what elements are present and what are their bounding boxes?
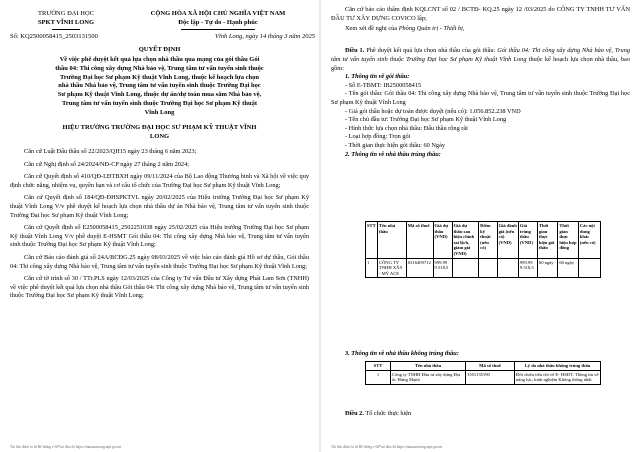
basis-paragraph: Căn cứ tờ trình số 30 / TTr.PLS ngày 12/03/2025 của Công ty Tư vấn Đầu tư Xây dựng Phát Lam Sơn (TNHH) về việc phê duyệt kết quả lựa chọn nhà thầu Gói thầu 04: Thi công xây dựng Nhà bảo vệ, Trung tâm tư vấn tuyển sinh thuộc Trường Đại học Sư phạm Kỹ thuật Vĩnh Long; (10, 275, 309, 300)
table-header-cell: Giá trúng thầu (VND) (518, 222, 537, 259)
table-cell: 1501135190 (466, 370, 515, 384)
table-header-cell: Thời gian thực hiện gói thầu (537, 222, 557, 259)
table-header-row (366, 362, 601, 371)
losing-bidder-table (365, 361, 601, 385)
authority-line: HIỆU TRƯỞNG TRƯỜNG ĐẠI HỌC SƯ PHẠM KỸ THUẬT VĨNH (62, 124, 257, 131)
org-line-2: SPKT VĨNH LONG (37, 18, 95, 26)
org-line-1: TRƯỜNG ĐẠI HỌC (38, 10, 94, 17)
request-line (331, 25, 630, 34)
subject-line: thầu 04: Thi công xây dựng Nhà bảo vệ, Trung tâm tư vấn tuyển sinh thuộc (55, 64, 264, 72)
basis-paragraph: Căn cứ Quyết định số 410/QĐ-LĐTBXH ngày 09/11/2024 của Bộ Lao động Thương binh và Xã hội về việc quy định chức năng, nhiệm vụ, quyền hạn và cơ cấu tổ chức của Trường Đại học Sư phạm Kỹ thuật Vĩnh Long; (10, 173, 309, 189)
article-2-label: Điều 2. (345, 410, 364, 417)
section-2-heading: 2. Thông tin về nhà thầu trúng thầu: (345, 150, 441, 158)
info-line: - Thời gian thực hiện gói thầu: 60 Ngày (345, 141, 446, 149)
motto-underline (181, 29, 255, 30)
article-1-text: Phê duyệt kết quả lựa chọn nhà thầu của gói thầu: (364, 47, 498, 55)
table-cell: Công ty TNHH Đầu tư xây dựng Địa ốc Hưng Mạnh (391, 370, 466, 384)
decision-subject (10, 56, 309, 118)
authority-line: LONG (149, 132, 170, 140)
nation-line-2: Độc lập - Tự do - Hạnh phúc (178, 18, 258, 26)
article-2 (345, 410, 625, 419)
table-cell: CÔNG TY TNHH XÂY - MỸ ACE (377, 258, 406, 278)
page-footer: Tài liệu được in từ Hệ thống e-GP tại địa chỉ https://muasamcong.mpi.gov.vn (10, 445, 122, 449)
table-header-cell: Giá dự thầu (VND) (433, 222, 452, 259)
table-header-cell: Mã số thuế (466, 362, 515, 371)
table-cell: 1 (366, 258, 378, 278)
article-1 (331, 47, 630, 73)
table-cell (578, 258, 600, 278)
table-header-cell: Mã số thuế (406, 222, 433, 259)
request-prefix: Xem xét đề nghị của (345, 25, 399, 33)
subject-line: Trường Đại học Sư phạm Kỹ thuật Vĩnh Long, thuộc kế hoạch lựa chọn (60, 73, 259, 81)
page-footer: Tài liệu được in từ Hệ thống e-GP tại địa chỉ https://muasamcong.mpi.gov.vn (331, 445, 443, 449)
table-cell: 999.999.518,5 (433, 258, 452, 278)
document-page-2 (321, 0, 640, 452)
table-header-cell: Điểm kỹ thuật (nếu có) (479, 222, 497, 259)
table-cell: 60 ngày (558, 258, 579, 278)
table-cell: Đối chiếu tiêu chí về E- HSDT: Thông tin về năng lực, kinh nghiệm Không thông nhất (515, 370, 601, 384)
table-header-cell: Thời gian thực hiện hợp đồng (558, 222, 579, 259)
basis-paragraph: Căn cứ Nghị định số 24/2024/NĐ-CP ngày 27 tháng 2 năm 2024; (24, 160, 189, 168)
table-cell: 999.999.518,5 (518, 258, 537, 278)
subject-line: Trung tâm tư vấn tuyển sinh thuộc Trường Đại học Sư phạm Kỹ thuật (62, 99, 257, 107)
info-line: - Tên chủ đầu tư: Trường Đại học Sư phạm Kỹ thuật Vĩnh Long (345, 116, 507, 124)
table-header-cell: Lý do nhà thầu không trúng thầu (515, 362, 601, 371)
table-header-cell: Giá đánh giá (nếu có) (VND) (497, 222, 518, 259)
org-underline (52, 29, 80, 30)
decides-heading (331, 36, 630, 45)
table-row (366, 370, 601, 384)
place-date: Vĩnh Long, ngày 14 tháng 3 năm 2025 (214, 33, 315, 40)
table-header-cell: STT (366, 362, 391, 371)
basis-paragraph: Căn cứ Quyết định số E2500058415_2502251038 ngày 25/02/2025 của Hiệu trưởng Trường Đại học Sư phạm Kỹ thuật Vĩnh Long V/v phê duyệt E-HSMT Gói thầu 04: Thi công xây dựng Nhà bảo vệ, Trung tâm tư vấn tuyển sinh thuộc Trường Đại học Sư phạm Kỹ thuật Vĩnh Long; (10, 224, 309, 249)
article-2-text: Tổ chức thực hiện (363, 410, 412, 417)
table-cell (479, 258, 497, 278)
request-department: Phòng Quản trị - Thiết bị, (398, 25, 465, 33)
subject-line: Về việc phê duyệt kết quả lựa chọn nhà thầu qua mạng của gói thầu Gói (59, 56, 260, 63)
table-row (366, 258, 601, 278)
subject-line: Vĩnh Long (144, 108, 175, 116)
article-1-tail: thuộc kế hoạch lựa chọn nhà thầu, bao gồm: (331, 55, 630, 72)
basis-paragraph: Căn cứ Báo cáo đánh giá số 24A/BCĐG.25 ngày 08/03/2025 về việc báo cáo đánh giá Hồ sơ dự thầu, Gói thầu 04: Thi công xây dựng Nhà bảo vệ, Trung tâm tư vấn tuyển sinh thuộc Trường Đại học Sư phạm Kỹ thuật Vĩnh Long; (10, 253, 309, 270)
article-1-package: Gói thầu 04: Thi công xây dựng Nhà bảo vệ, Trung tâm tư vấn tuyển sinh thuộc Trường Đại học Sư phạm Kỹ thuật Vĩnh Long (331, 47, 630, 63)
info-line: - Giá gói thầu hoặc dự toán được duyệt (nếu có): 1.056.852.238 VND (345, 107, 521, 115)
authority-heading (12, 124, 307, 142)
table-header-cell: STT (366, 222, 378, 259)
info-line: - Loại hợp đồng: Trọn gói (345, 133, 411, 141)
info-line: - Hình thức lựa chọn nhà thầu: Đấu thầu rộng rãi (345, 124, 468, 132)
basis-paragraph: Căn cứ Quyết định số 184/QĐ-ĐHSPKTVL ngày 20/02/2025 của Hiệu trưởng Trường Đại học Sư phạm Kỹ thuật Vĩnh Long V/v phê duyệt kế hoạch lựa chọn nhà thầu dự án Nhà bảo vệ, Trung tâm tư vấn tuyển sinh thuộc Trường Đại học Sư phạm Kỹ thuật Vĩnh Long; (10, 194, 309, 219)
table-header-cell: Tên nhà thầu (377, 222, 406, 259)
issuing-org (18, 10, 114, 28)
document-page-1 (0, 0, 319, 452)
subject-line: Sư phạm Kỹ thuật Vĩnh Long, thuộc dự án/dự toán mua sắm Nhà bảo vệ, (57, 91, 262, 99)
info-line: - Tên gói thầu: Gói thầu 04: Thi công xây dựng Nhà bảo vệ, Trung tâm tư vấn tuyển sinh thuộc Trường Đại học Sư phạm Kỹ thuật Vĩnh Long (331, 90, 630, 106)
section-3-heading: 3. Thông tin về nhà thầu không trúng thầu: (345, 350, 459, 357)
page2-body (331, 6, 630, 159)
nation-line-1: CỘNG HÒA XÃ HỘI CHỦ NGHĨA VIỆT NAM (150, 10, 286, 17)
winning-bidder-table (365, 221, 601, 278)
legal-bases (10, 148, 309, 301)
national-header (120, 10, 316, 28)
table-header-cell: Tên nhà thầu (391, 362, 466, 371)
decision-title: QUYẾT ĐỊNH (138, 46, 181, 53)
table-cell (452, 258, 479, 278)
section-1-heading: 1. Thông tin về gói thầu: (345, 73, 410, 81)
table-cell: 60 ngày (537, 258, 557, 278)
article-1-label: Điều 1. (345, 47, 365, 55)
table-header-row (366, 222, 601, 259)
table-cell (497, 258, 518, 278)
basis-paragraph: Căn cứ Luật Đấu thầu số 22/2023/QH15 ngày 23 tháng 6 năm 2023; (24, 148, 197, 155)
table-cell: 1 (366, 370, 391, 384)
basis-paragraph: Căn cứ báo cáo thẩm định KQLCNT số 02 / BCTĐ- KQ.25 ngày 12 /03/2025 do CÔNG TY TNHH TƯ VẤN ĐẦU TƯ XÂY DỰNG COVICO lập; (331, 6, 630, 22)
table-header-cell: Các nội dung khác (nếu có) (578, 222, 600, 259)
document-number: Số: KQ2500058415_2503131500 (10, 33, 98, 40)
package-info (331, 82, 630, 151)
info-line: - Số E-TBMT: IB2500058415 (345, 81, 422, 89)
table-cell: 0316409712 (406, 258, 433, 278)
subject-line: nhà thầu Nhà bảo vệ, Trung tâm tư vấn tuyển sinh thuộc Trường Đại học (58, 82, 261, 90)
table-header-cell: Giá dự thầu sau hiệu chỉnh sai lệch, giảm giá (VND) (452, 222, 479, 259)
